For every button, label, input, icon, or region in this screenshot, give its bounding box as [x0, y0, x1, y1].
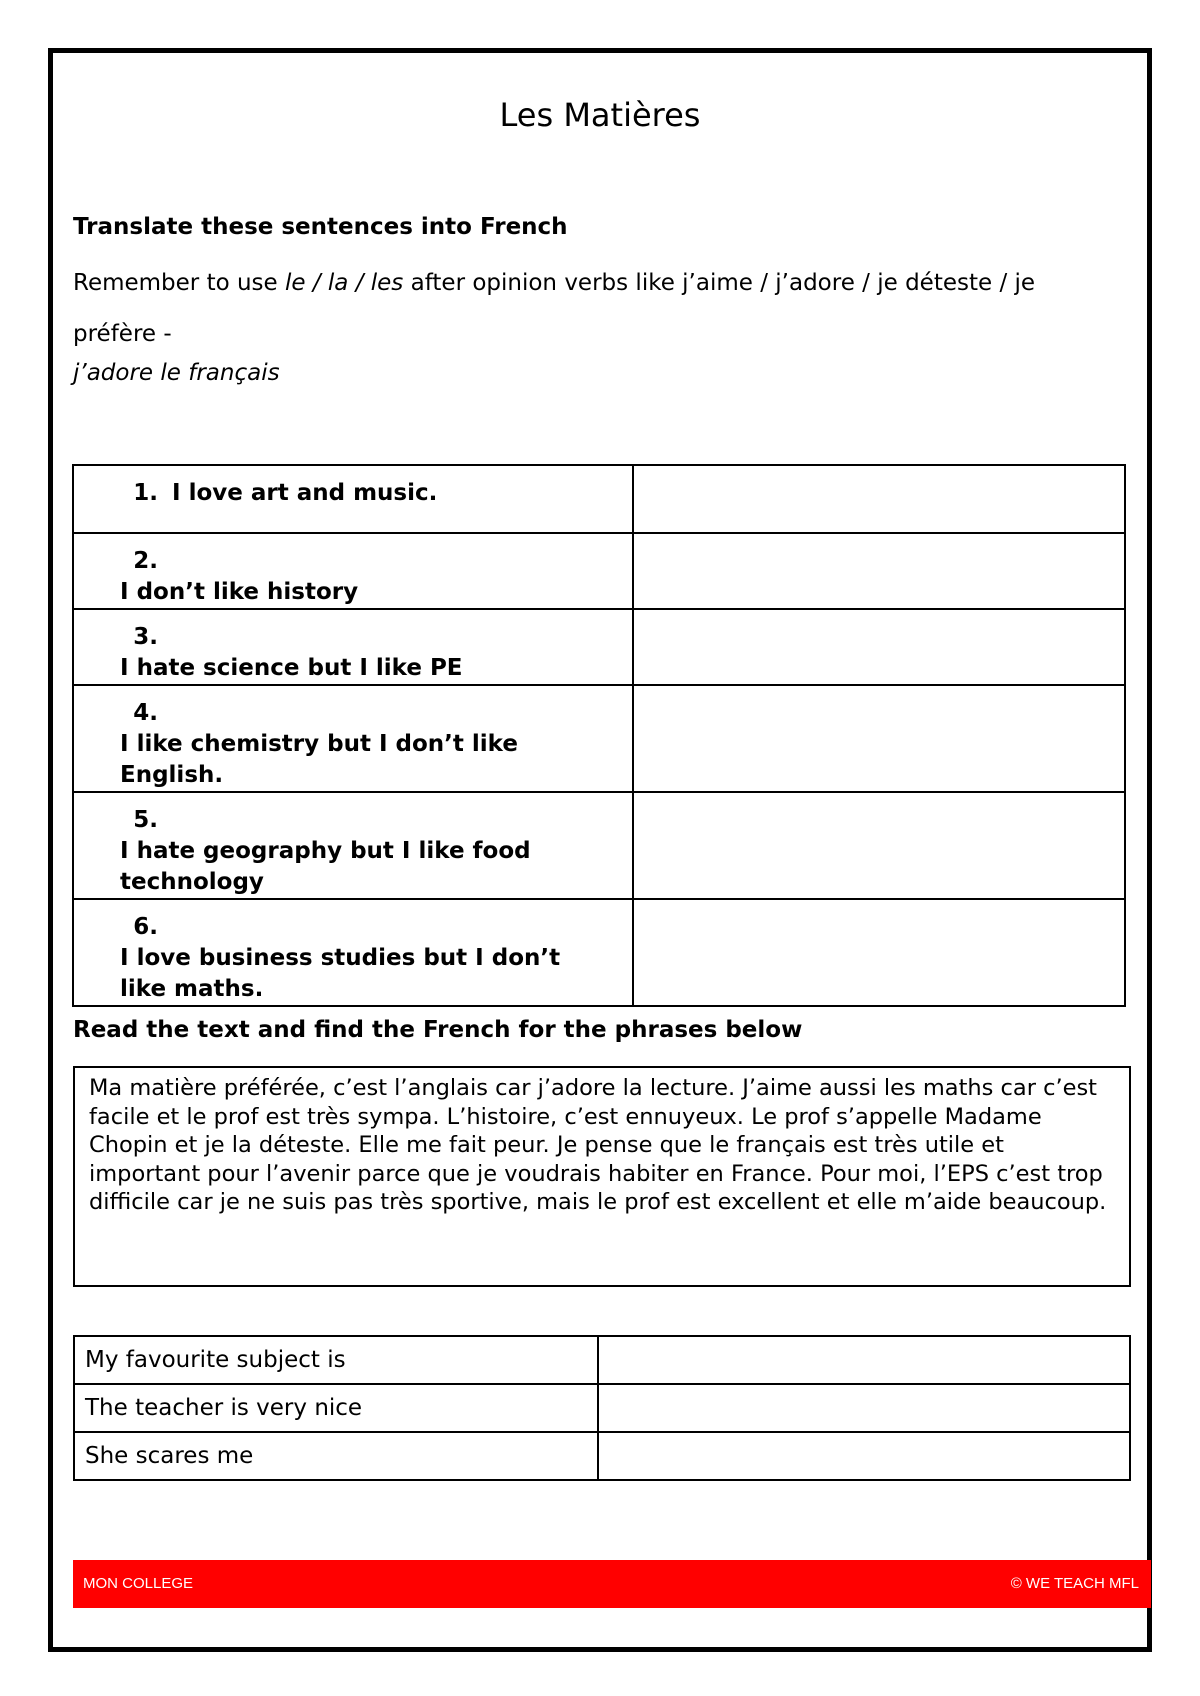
question-cell: [73, 465, 633, 533]
footer-school: MON COLLEGE: [83, 1575, 194, 1592]
translation-table: [72, 464, 1126, 1007]
reading-heading: Read the text and find the French for the phrases below: [73, 1017, 803, 1043]
question-number: 1.: [133, 480, 158, 506]
question-text: I hate science but I like PE: [120, 655, 463, 681]
answer-cell[interactable]: [598, 1336, 1130, 1384]
question-cell: [73, 533, 633, 609]
answer-cell[interactable]: [633, 899, 1125, 1006]
question-cell: [73, 792, 633, 899]
question-number: 6.: [133, 914, 158, 940]
question-cell: [73, 685, 633, 792]
answer-cell[interactable]: [633, 465, 1125, 533]
question-text: I love business studies but I don’t like maths.: [120, 945, 561, 1002]
answer-cell[interactable]: [633, 685, 1125, 792]
table-row: [74, 1336, 1130, 1384]
table-row: [74, 1384, 1130, 1432]
instruction-text: [73, 258, 1103, 360]
answer-cell[interactable]: [633, 792, 1125, 899]
reading-passage: Ma matière préférée, c’est l’anglais car j’adore la lecture. J’aime aussi les maths car c’est facile et le prof est très sympa. L’histoire, c’est ennuyeux. Le prof s’appelle Madame Chopin et je la déteste. Elle me fait peur. Je pense que le français est très utile et important pour l’avenir parce que je voudrais habiter en France. Pour moi, l’EPS c’est trop difficile car je ne suis pas très sportive, mais le prof est excellent et elle m’aide beaucoup.: [73, 1066, 1131, 1287]
footer-bar: [73, 1560, 1151, 1608]
question-text: I love art and music.: [172, 480, 438, 506]
answer-cell[interactable]: [598, 1384, 1130, 1432]
question-number: 3.: [133, 624, 158, 650]
instruction-articles: le / la / les: [285, 270, 404, 296]
example-sentence: j’adore le français: [73, 360, 280, 386]
table-row: [73, 465, 1125, 533]
table-row: [73, 685, 1125, 792]
phrases-table: [73, 1335, 1131, 1481]
question-text: I like chemistry but I don’t like English.: [120, 731, 518, 788]
question-number: 2.: [133, 548, 158, 574]
phrase-cell: My favourite subject is: [74, 1336, 598, 1384]
translate-heading: Translate these sentences into French: [73, 214, 568, 240]
instruction-end: after opinion verbs like j’aime / j’adore / je déteste / je préfère -: [73, 270, 1036, 347]
table-row: [74, 1432, 1130, 1480]
question-text: I hate geography but I like food technology: [120, 838, 531, 895]
answer-cell[interactable]: [633, 533, 1125, 609]
phrase-cell: The teacher is very nice: [74, 1384, 598, 1432]
table-row: [73, 899, 1125, 1006]
question-number: 5.: [133, 807, 158, 833]
question-number: 4.: [133, 700, 158, 726]
table-row: [73, 792, 1125, 899]
footer-copyright: © WE TEACH MFL: [1010, 1575, 1139, 1592]
phrase-cell: She scares me: [74, 1432, 598, 1480]
question-text: I don’t like history: [120, 579, 359, 605]
table-row: [73, 609, 1125, 685]
question-cell: [73, 899, 633, 1006]
instruction-start: Remember to use: [73, 270, 285, 296]
page-title: Les Matières: [499, 96, 701, 134]
table-row: [73, 533, 1125, 609]
question-cell: [73, 609, 633, 685]
answer-cell[interactable]: [598, 1432, 1130, 1480]
answer-cell[interactable]: [633, 609, 1125, 685]
